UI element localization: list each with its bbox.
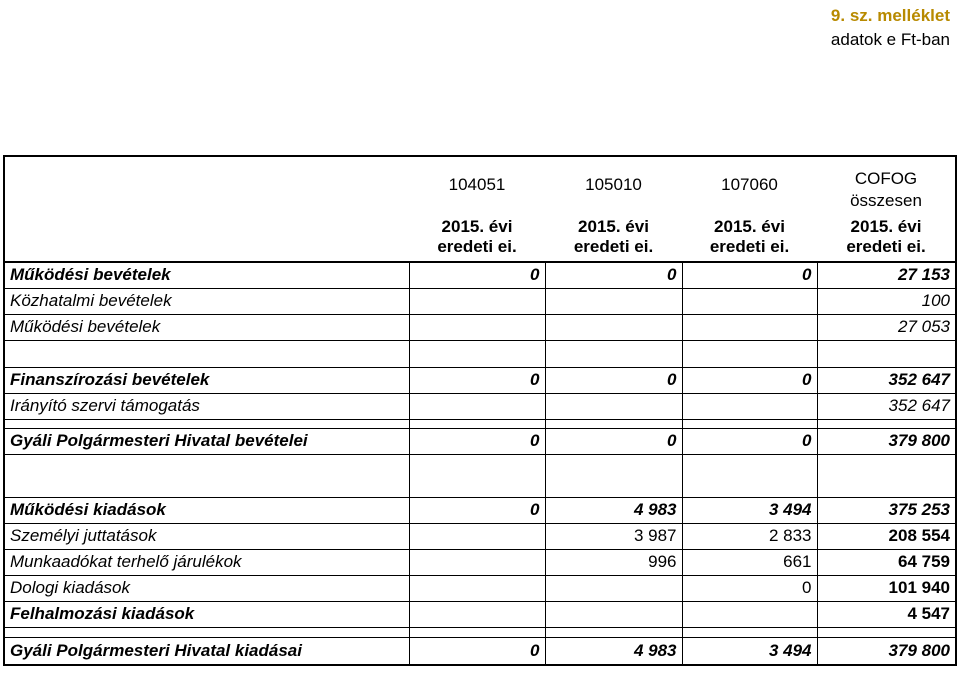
row-label: Gyáli Polgármesteri Hivatal kiadásai: [4, 637, 409, 665]
row-value: 0: [545, 428, 682, 454]
row-value: [682, 288, 817, 314]
row-value: [682, 601, 817, 627]
row-value: 101 940: [817, 575, 956, 601]
table-row: [4, 575, 956, 601]
row-value: 4 547: [817, 601, 956, 627]
row-value: 3 494: [682, 497, 817, 523]
row-value: 0: [545, 262, 682, 288]
table-row: [4, 549, 956, 575]
annex-number: 9. sz. melléklet: [830, 6, 950, 25]
col-kind: eredeti ei.: [437, 237, 517, 256]
row-label: Irányító szervi támogatás: [4, 393, 409, 419]
header-period-row: [4, 212, 956, 237]
row-value: [409, 601, 545, 627]
row-value: [682, 314, 817, 340]
col-period: 2015. évi: [441, 217, 513, 236]
row-label: Működési bevételek: [4, 314, 409, 340]
col-code: 107060: [682, 156, 817, 212]
row-label: Működési bevételek: [4, 262, 409, 288]
annex-header: [831, 4, 950, 52]
table-row: [4, 314, 956, 340]
row-value: 0: [409, 497, 545, 523]
row-value: 27 053: [817, 314, 956, 340]
table-row: [4, 262, 956, 288]
table-row: [4, 601, 956, 627]
header-codes-row: [4, 156, 956, 212]
col-kind: eredeti ei.: [817, 237, 956, 262]
row-value: 0: [682, 575, 817, 601]
row-label: Dologi kiadások: [4, 575, 409, 601]
row-value: 0: [682, 367, 817, 393]
row-value: 352 647: [817, 393, 956, 419]
row-value: 2 833: [682, 523, 817, 549]
unit-note: adatok e Ft-ban: [830, 30, 950, 49]
row-label: Működési kiadások: [4, 497, 409, 523]
row-value: [545, 601, 682, 627]
table-row: [4, 637, 956, 665]
row-value: [682, 393, 817, 419]
table-row: [4, 428, 956, 454]
row-label: Közhatalmi bevételek: [4, 288, 409, 314]
row-label: Felhalmozási kiadások: [4, 601, 409, 627]
row-value: 375 253: [817, 497, 956, 523]
row-value: 379 800: [817, 428, 956, 454]
row-value: 379 800: [817, 637, 956, 665]
header-blank: [4, 156, 409, 212]
row-value: 0: [409, 637, 545, 665]
col-period: 2015. évi: [578, 217, 649, 236]
row-value: 208 554: [817, 523, 956, 549]
row-value: 3 494: [682, 637, 817, 665]
row-value: [545, 575, 682, 601]
row-value: 4 983: [545, 637, 682, 665]
table-row: [4, 367, 956, 393]
spacer-row: [4, 627, 956, 637]
row-value: 4 983: [545, 497, 682, 523]
table-row: [4, 288, 956, 314]
row-value: 100: [817, 288, 956, 314]
row-value: 3 987: [545, 523, 682, 549]
row-value: 0: [409, 367, 545, 393]
row-value: 352 647: [817, 367, 956, 393]
row-value: 661: [682, 549, 817, 575]
row-value: [409, 549, 545, 575]
row-value: 27 153: [817, 262, 956, 288]
row-value: [545, 314, 682, 340]
row-value: [545, 393, 682, 419]
row-label: Személyi juttatások: [4, 523, 409, 549]
col-kind: eredeti ei.: [573, 237, 654, 256]
col-code: COFOG összesen: [817, 156, 956, 212]
row-value: 996: [545, 549, 682, 575]
row-value: 0: [682, 428, 817, 454]
row-label: Gyáli Polgármesteri Hivatal bevételei: [4, 428, 409, 454]
row-value: 64 759: [817, 549, 956, 575]
col-period: 2015. évi: [714, 217, 785, 236]
col-period: 2015. évi: [817, 212, 956, 237]
row-value: [409, 523, 545, 549]
row-value: 0: [409, 262, 545, 288]
spacer-row: [4, 419, 956, 428]
row-value: 0: [409, 428, 545, 454]
row-value: [545, 288, 682, 314]
row-value: 0: [682, 262, 817, 288]
row-value: [409, 393, 545, 419]
col-kind: eredeti ei.: [709, 237, 790, 256]
table-row: [4, 523, 956, 549]
spacer-row: [4, 454, 956, 497]
budget-table: [3, 155, 957, 666]
row-value: [409, 288, 545, 314]
row-label: Finanszírozási bevételek: [4, 367, 409, 393]
spacer-row: [4, 340, 956, 367]
row-value: [409, 575, 545, 601]
header-kind-row: [4, 237, 956, 262]
row-value: 0: [545, 367, 682, 393]
row-label: Munkaadókat terhelő járulékok: [4, 549, 409, 575]
table-row: [4, 393, 956, 419]
col-code: 104051: [409, 156, 545, 212]
col-code: 105010: [545, 156, 682, 212]
row-value: [409, 314, 545, 340]
table-row: [4, 497, 956, 523]
